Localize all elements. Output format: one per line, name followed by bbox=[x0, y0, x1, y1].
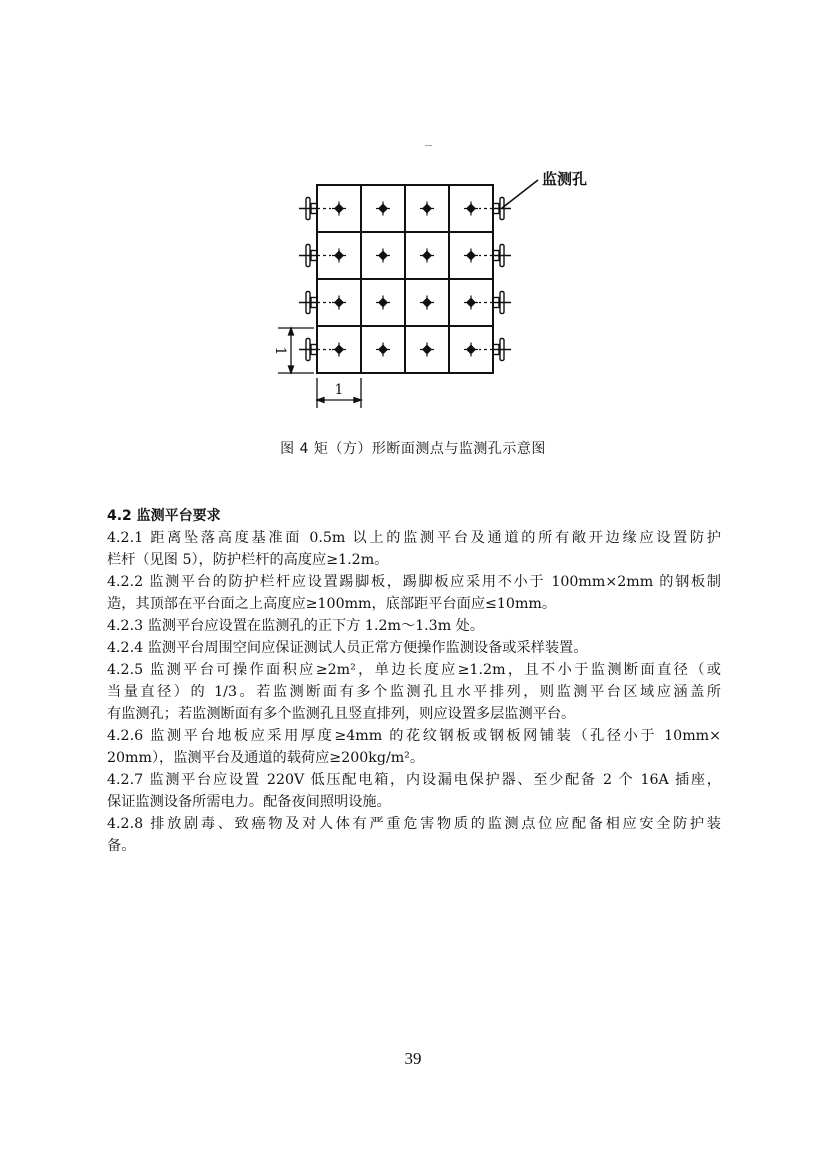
figure-caption: 图 4 矩（方）形断面测点与监测孔示意图 bbox=[280, 441, 546, 457]
measuring-point bbox=[420, 249, 434, 263]
measuring-point bbox=[420, 296, 434, 310]
measuring-point bbox=[376, 296, 390, 310]
measuring-point bbox=[332, 249, 346, 263]
text-line: 4.2.7 监测平台应设置 220V 低压配电箱，内设漏电保护器、至少配备 2 个 16A 插座， bbox=[107, 772, 721, 788]
measuring-point bbox=[376, 202, 390, 216]
text-line: 当量直径）的 1/3。若监测断面有多个监测孔且水平排列，则监测平台区域应涵盖所 bbox=[107, 684, 721, 700]
monitoring-hole-icon bbox=[299, 245, 331, 267]
monitoring-hole-icon bbox=[479, 198, 511, 220]
text-line: 有监测孔；若监测断面有多个监测孔且竖直排列，则应设置多层监测平台。 bbox=[107, 706, 576, 722]
measuring-point bbox=[420, 202, 434, 216]
measuring-point bbox=[464, 249, 478, 263]
measuring-point bbox=[332, 202, 346, 216]
scan-mark bbox=[425, 145, 432, 146]
callout-label: 监测孔 bbox=[542, 170, 588, 188]
measuring-point bbox=[376, 249, 390, 263]
text-line: 造，其顶部在平台面之上高度应≥100mm，底部距平台面应≤10mm。 bbox=[107, 596, 557, 612]
text-line: 4.2.5 监测平台可操作面积应≥2m²，单边长度应≥1.2m，且不小于监测断面直径（或 bbox=[107, 662, 721, 678]
measuring-point bbox=[464, 202, 478, 216]
monitoring-hole-icon bbox=[299, 339, 331, 361]
section-grid bbox=[317, 185, 493, 373]
text-line: 20mm），监测平台及通道的载荷应≥200kg/m²。 bbox=[107, 750, 425, 766]
text-line: 4.2.1 距离坠落高度基准面 0.5m 以上的监测平台及通道的所有敞开边缘应设置防护 bbox=[107, 530, 721, 546]
monitoring-hole-icon bbox=[479, 245, 511, 267]
callout-leader-line bbox=[502, 180, 538, 208]
measuring-point bbox=[464, 343, 478, 357]
measuring-point bbox=[464, 296, 478, 310]
monitoring-hole-icon bbox=[299, 292, 331, 314]
text-line: 栏杆（见图 5），防护栏杆的高度应≥1.2m。 bbox=[107, 552, 389, 568]
measuring-point bbox=[376, 343, 390, 357]
text-line: 4.2.8 排放剧毒、致癌物及对人体有严重危害物质的监测点位应配备相应安全防护装 bbox=[107, 816, 721, 832]
monitoring-hole-icon bbox=[299, 198, 331, 220]
text-line: 4.2.2 监测平台的防护栏杆应设置踢脚板，踢脚板应采用不小于 100mm×2mm 的钢板制 bbox=[107, 574, 721, 590]
measuring-point bbox=[332, 343, 346, 357]
measuring-point bbox=[332, 296, 346, 310]
monitoring-hole-icon bbox=[479, 292, 511, 314]
dimension-horizontal-label: 1 bbox=[334, 382, 344, 398]
section-heading: 4.2 监测平台要求 bbox=[107, 508, 221, 524]
paragraph-lines bbox=[107, 527, 721, 857]
text-line: 4.2.3 监测平台应设置在监测孔的正下方 1.2m～1.3m 处。 bbox=[107, 618, 485, 634]
text-line: 备。 bbox=[107, 838, 136, 854]
text-line: 4.2.6 监测平台地板应采用厚度≥4mm 的花纹钢板或钢板网铺装（孔径小于 10mm× bbox=[107, 728, 721, 744]
measuring-point bbox=[420, 343, 434, 357]
text-line: 保证监测设备所需电力。配备夜间照明设施。 bbox=[107, 794, 391, 810]
monitoring-hole-icon bbox=[479, 339, 511, 361]
page-number: 39 bbox=[404, 1049, 422, 1068]
figure-monitoring-holes bbox=[270, 160, 620, 420]
dimension-vertical-label: 1 bbox=[272, 346, 288, 356]
text-line: 4.2.4 监测平台周围空间应保证测试人员正常方便操作监测设备或采样装置。 bbox=[107, 640, 588, 656]
section-body bbox=[107, 505, 721, 857]
